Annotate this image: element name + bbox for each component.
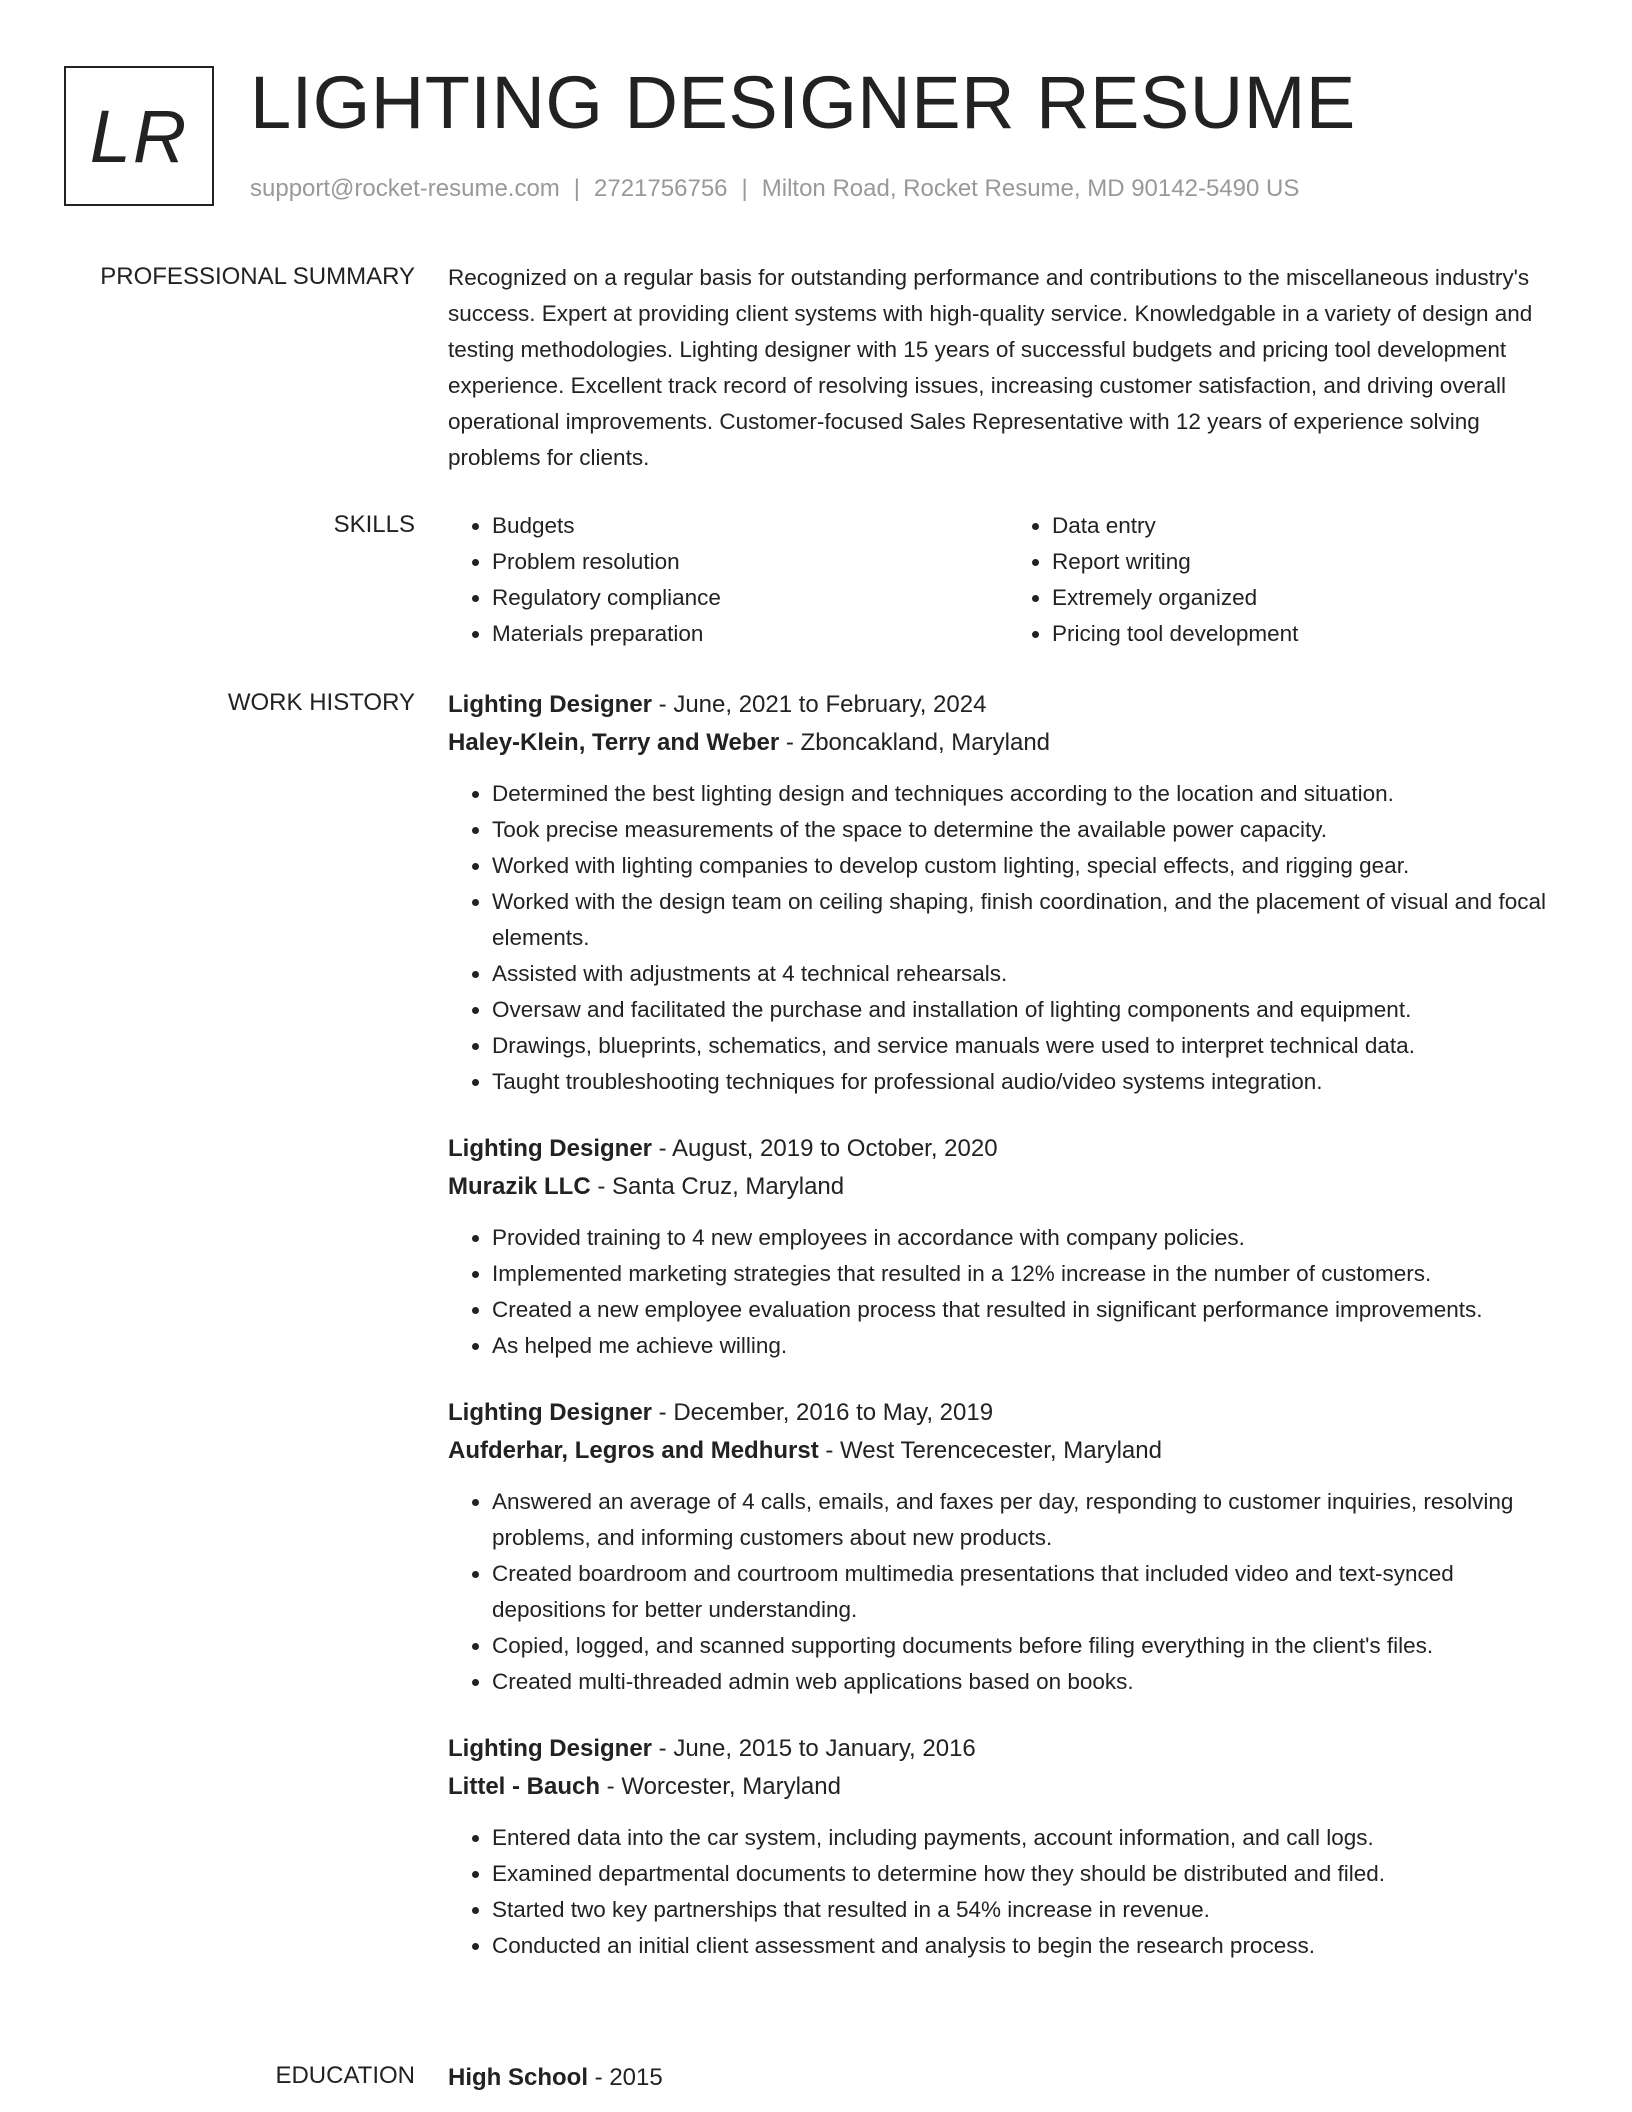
job-dates: - December, 2016 to May, 2019 bbox=[652, 1399, 994, 1426]
summary-text: Recognized on a regular basis for outstanding performance and contributions to the miscellaneous industry's success. Expert at providing client systems with high-quality service. Knowledgable in a variety of design and testing methodologies. Lighting designer with 15 years of successful budgets and pricing tool development experience. Excellent track record of resolving issues, increasing customer satisfaction, and driving overall operational improvements. Customer-focused Sales Representative with 12 years of experience solving problems for clients. bbox=[448, 265, 1533, 470]
job-entry bbox=[448, 1130, 1568, 1364]
monogram-logo: LR bbox=[64, 66, 214, 206]
section-label-work-history: WORK HISTORY bbox=[227, 689, 415, 716]
contact-email[interactable]: support@rocket-resume.com bbox=[250, 175, 560, 202]
job-dates: - June, 2015 to January, 2016 bbox=[652, 1735, 976, 1762]
job-bullet: • Drawings, blueprints, schematics, and service manuals were used to interpret technical data. bbox=[492, 1028, 1568, 1064]
job-bullet: • Worked with lighting companies to develop custom lighting, special effects, and rigging gear. bbox=[492, 848, 1568, 884]
contact-phone[interactable]: 2721756756 bbox=[594, 175, 728, 202]
contact-separator: | bbox=[573, 175, 581, 202]
job-company-line bbox=[448, 1168, 1568, 1206]
section-label-skills: SKILLS bbox=[333, 511, 415, 538]
job-title-line bbox=[448, 686, 1568, 724]
job-bullet: • Provided training to 4 new employees in accordance with company policies. bbox=[492, 1220, 1568, 1256]
skills-list-left bbox=[448, 508, 1008, 652]
contact-address: Milton Road, Rocket Resume, MD 90142-5490 US bbox=[761, 175, 1300, 202]
job-entry bbox=[448, 1394, 1568, 1700]
work-history-body bbox=[448, 686, 1568, 1964]
job-location: - West Terencecester, Maryland bbox=[818, 1437, 1162, 1464]
job-bullet: • Copied, logged, and scanned supporting documents before filing everything in the client's files. bbox=[492, 1628, 1568, 1664]
job-bullets bbox=[448, 776, 1568, 1100]
summary-body bbox=[448, 260, 1568, 476]
skills-list-right bbox=[1008, 508, 1568, 652]
job-entry bbox=[448, 1730, 1568, 1964]
job-bullet: • Entered data into the car system, including payments, account information, and call logs. bbox=[492, 1820, 1568, 1856]
job-bullets bbox=[448, 1484, 1568, 1700]
job-company-line bbox=[448, 1432, 1568, 1470]
skill-item: • Regulatory compliance bbox=[492, 580, 1008, 616]
job-bullet: • As helped me achieve willing. bbox=[492, 1328, 1568, 1364]
section-label-education: EDUCATION bbox=[275, 2062, 415, 2089]
job-bullet: • Determined the best lighting design and techniques according to the location and situation. bbox=[492, 776, 1568, 812]
job-bullet: • Answered an average of 4 calls, emails, and faxes per day, responding to customer inquiries, resolving problems, and informing customers about new products. bbox=[492, 1484, 1568, 1556]
job-bullet: • Worked with the design team on ceiling shaping, finish coordination, and the placement of visual and focal elements. bbox=[492, 884, 1568, 956]
job-bullet: • Oversaw and facilitated the purchase and installation of lighting components and equipment. bbox=[492, 992, 1568, 1028]
job-company: Haley-Klein, Terry and Weber bbox=[448, 729, 780, 756]
skill-item: • Report writing bbox=[1052, 544, 1568, 580]
education-line bbox=[448, 2059, 1568, 2097]
job-company-line bbox=[448, 724, 1568, 762]
job-bullet: • Started two key partnerships that resulted in a 54% increase in revenue. bbox=[492, 1892, 1568, 1928]
job-bullet: • Created boardroom and courtroom multimedia presentations that included video and text-synced depositions for better understanding. bbox=[492, 1556, 1568, 1628]
job-company-line bbox=[448, 1768, 1568, 1806]
job-title: Lighting Designer bbox=[448, 1135, 652, 1162]
education-degree: High School bbox=[448, 2064, 588, 2091]
job-bullet: • Conducted an initial client assessment and analysis to begin the research process. bbox=[492, 1928, 1568, 1964]
job-bullet: • Took precise measurements of the space to determine the available power capacity. bbox=[492, 812, 1568, 848]
job-entry bbox=[448, 686, 1568, 1100]
job-location: - Santa Cruz, Maryland bbox=[590, 1173, 845, 1200]
job-bullet: • Implemented marketing strategies that resulted in a 12% increase in the number of customers. bbox=[492, 1256, 1568, 1292]
skill-item: • Materials preparation bbox=[492, 616, 1008, 652]
skills-body bbox=[448, 508, 1568, 652]
job-bullets bbox=[448, 1820, 1568, 1964]
skill-item: • Problem resolution bbox=[492, 544, 1008, 580]
skill-item: • Budgets bbox=[492, 508, 1008, 544]
contact-separator: | bbox=[741, 175, 748, 202]
contact-line bbox=[250, 175, 1299, 203]
skill-item: • Extremely organized bbox=[1052, 580, 1568, 616]
job-bullet: • Assisted with adjustments at 4 technical rehearsals. bbox=[492, 956, 1568, 992]
job-location: - Zboncakland, Maryland bbox=[779, 729, 1051, 756]
job-bullets bbox=[448, 1220, 1568, 1364]
section-label-summary: PROFESSIONAL SUMMARY bbox=[100, 263, 415, 290]
job-title-line bbox=[448, 1130, 1568, 1168]
education-year: - 2015 bbox=[588, 2064, 663, 2091]
job-title: Lighting Designer bbox=[448, 691, 652, 718]
job-bullet: • Created multi-threaded admin web applications based on books. bbox=[492, 1664, 1568, 1700]
job-dates: - June, 2021 to February, 2024 bbox=[652, 691, 987, 718]
job-company: Littel - Bauch bbox=[448, 1773, 601, 1800]
skill-item: • Data entry bbox=[1052, 508, 1568, 544]
job-title: Lighting Designer bbox=[448, 1735, 652, 1762]
job-bullet: • Taught troubleshooting techniques for professional audio/video systems integration. bbox=[492, 1064, 1568, 1100]
job-dates: - August, 2019 to October, 2020 bbox=[652, 1135, 998, 1162]
job-company: Aufderhar, Legros and Medhurst bbox=[448, 1437, 819, 1464]
skill-item: • Pricing tool development bbox=[1052, 616, 1568, 652]
job-title-line bbox=[448, 1394, 1568, 1432]
job-bullet: • Examined departmental documents to determine how they should be distributed and filed. bbox=[492, 1856, 1568, 1892]
job-title: Lighting Designer bbox=[448, 1399, 652, 1426]
resume-title: LIGHTING DESIGNER RESUME bbox=[250, 61, 1356, 144]
job-company: Murazik LLC bbox=[448, 1173, 591, 1200]
job-title-line bbox=[448, 1730, 1568, 1768]
job-bullet: • Created a new employee evaluation process that resulted in significant performance improvements. bbox=[492, 1292, 1568, 1328]
education-body bbox=[448, 2059, 1568, 2097]
job-location: - Worcester, Maryland bbox=[600, 1773, 841, 1800]
